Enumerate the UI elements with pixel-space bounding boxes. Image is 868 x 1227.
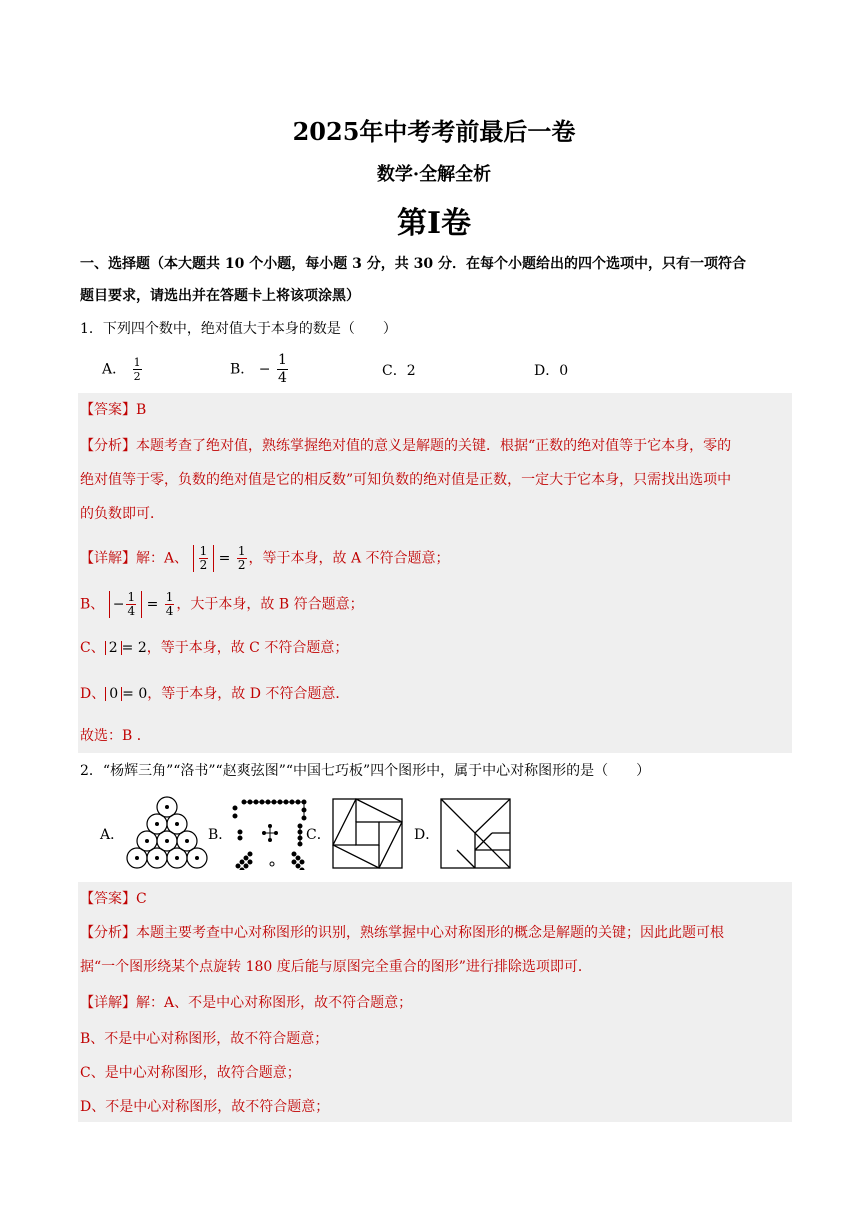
section-header-line2: 题目要求，请选出并在答题卡上将该项涂黑） xyxy=(80,288,360,304)
q2-option-a-label: A． xyxy=(100,827,125,843)
q1-option-a xyxy=(102,356,144,383)
q1-detail-c: C、 2 = 2，等于本身，故 C 不符合题意； xyxy=(80,640,349,656)
q1-answer: 【答案】B xyxy=(80,402,147,418)
q2-option-c-label: C． xyxy=(306,827,331,843)
q1-analysis: 【分析】本题考查了绝对值，熟练掌握绝对值的意义是解题的关键．根据“正数的绝对值等于它本身，零的 绝对值等于零，负数的绝对值是它的相反数”可知负数的绝对值是正数，一定大于它本身，只需找出选项中 的负数即可． xyxy=(80,438,732,522)
q2-stem: 2．“杨辉三角”“洛书”“赵爽弦图”“中国七巧板”四个图形中，属于中心对称图形的是（ ） xyxy=(80,763,651,779)
page-subtitle: 数学·全解全析 xyxy=(376,164,492,185)
q2-answer: 【答案】C xyxy=(80,891,147,907)
q1-option-a-label: A． xyxy=(102,361,127,378)
q2-analysis-tag: 【分析】 xyxy=(80,925,136,941)
q1-stem: 1．下列四个数中，绝对值大于本身的数是（ ） xyxy=(80,321,397,337)
q2-analysis: 【分析】本题主要考查中心对称图形的识别，熟练掌握中心对称图形的概念是解题的关键；因此此题可根 据“一个图形绕某个点旋转 180 度后能与原图完全重合的图形”进行排除选项即可． xyxy=(80,925,724,975)
q2-option-d-label: D． xyxy=(414,827,440,843)
luoshu-figure xyxy=(230,796,310,870)
q1-conclusion: 故选：B ． xyxy=(80,728,151,744)
q1-detail-d: D、 0 = 0，等于本身，故 D 不符合题意． xyxy=(80,686,350,702)
q2-solution-box xyxy=(78,882,792,1122)
zhaoshuang-figure xyxy=(332,798,404,870)
q1-option-b-fraction: $\frac{1}{4}$ xyxy=(277,352,287,386)
tangram-figure xyxy=(440,798,512,870)
section-header-line1: 一、选择题（本大题共 10 个小题，每小题 3 分，共 30 分．在每个小题给出的四个选项中，只有一项符合 xyxy=(80,256,746,272)
q2-detail-b: B、不是中心对称图形，故不符合题意； xyxy=(80,1031,329,1047)
q1-analysis-tag: 【分析】 xyxy=(80,438,136,454)
q2-detail-a: 【详解】解：A、不是中心对称图形，故不符合题意； xyxy=(80,995,413,1011)
q1-option-d: D．0 xyxy=(534,363,569,379)
q1-option-b: B． − $\frac{1}{4}$ xyxy=(230,352,287,386)
section-header xyxy=(80,248,792,312)
q2-detail-tag: 【详解】 xyxy=(80,995,136,1011)
volume-heading: 第Ⅰ卷 xyxy=(396,206,472,241)
q1-option-a-fraction: $\frac{1}{2}$ xyxy=(133,356,141,383)
q2-option-b-label: B． xyxy=(208,827,233,843)
q1-solution-box xyxy=(78,393,792,753)
q2-detail-c: C、是中心对称图形，故符合题意； xyxy=(80,1065,301,1081)
yanghui-triangle-figure xyxy=(124,796,210,870)
q1-option-b-label: B． xyxy=(230,361,255,378)
q2-detail-d: D、不是中心对称图形，故不符合题意； xyxy=(80,1099,330,1115)
q1-detail-a: 【详解】解：A、 $\frac{1}{2}$ = $\frac{1}{2}$ ，等于本身，故 A 不符合题意； xyxy=(80,544,450,572)
q1-detail-tag: 【详解】 xyxy=(80,550,136,567)
page-title: 2025年中考考前最后一卷 xyxy=(292,117,576,146)
q1-option-c: C．2 xyxy=(382,363,416,379)
q1-detail-b: B、 − $\frac{1}{4}$ = $\frac{1}{4}$ ，大于本身，故 B 符合题意； xyxy=(80,590,364,618)
